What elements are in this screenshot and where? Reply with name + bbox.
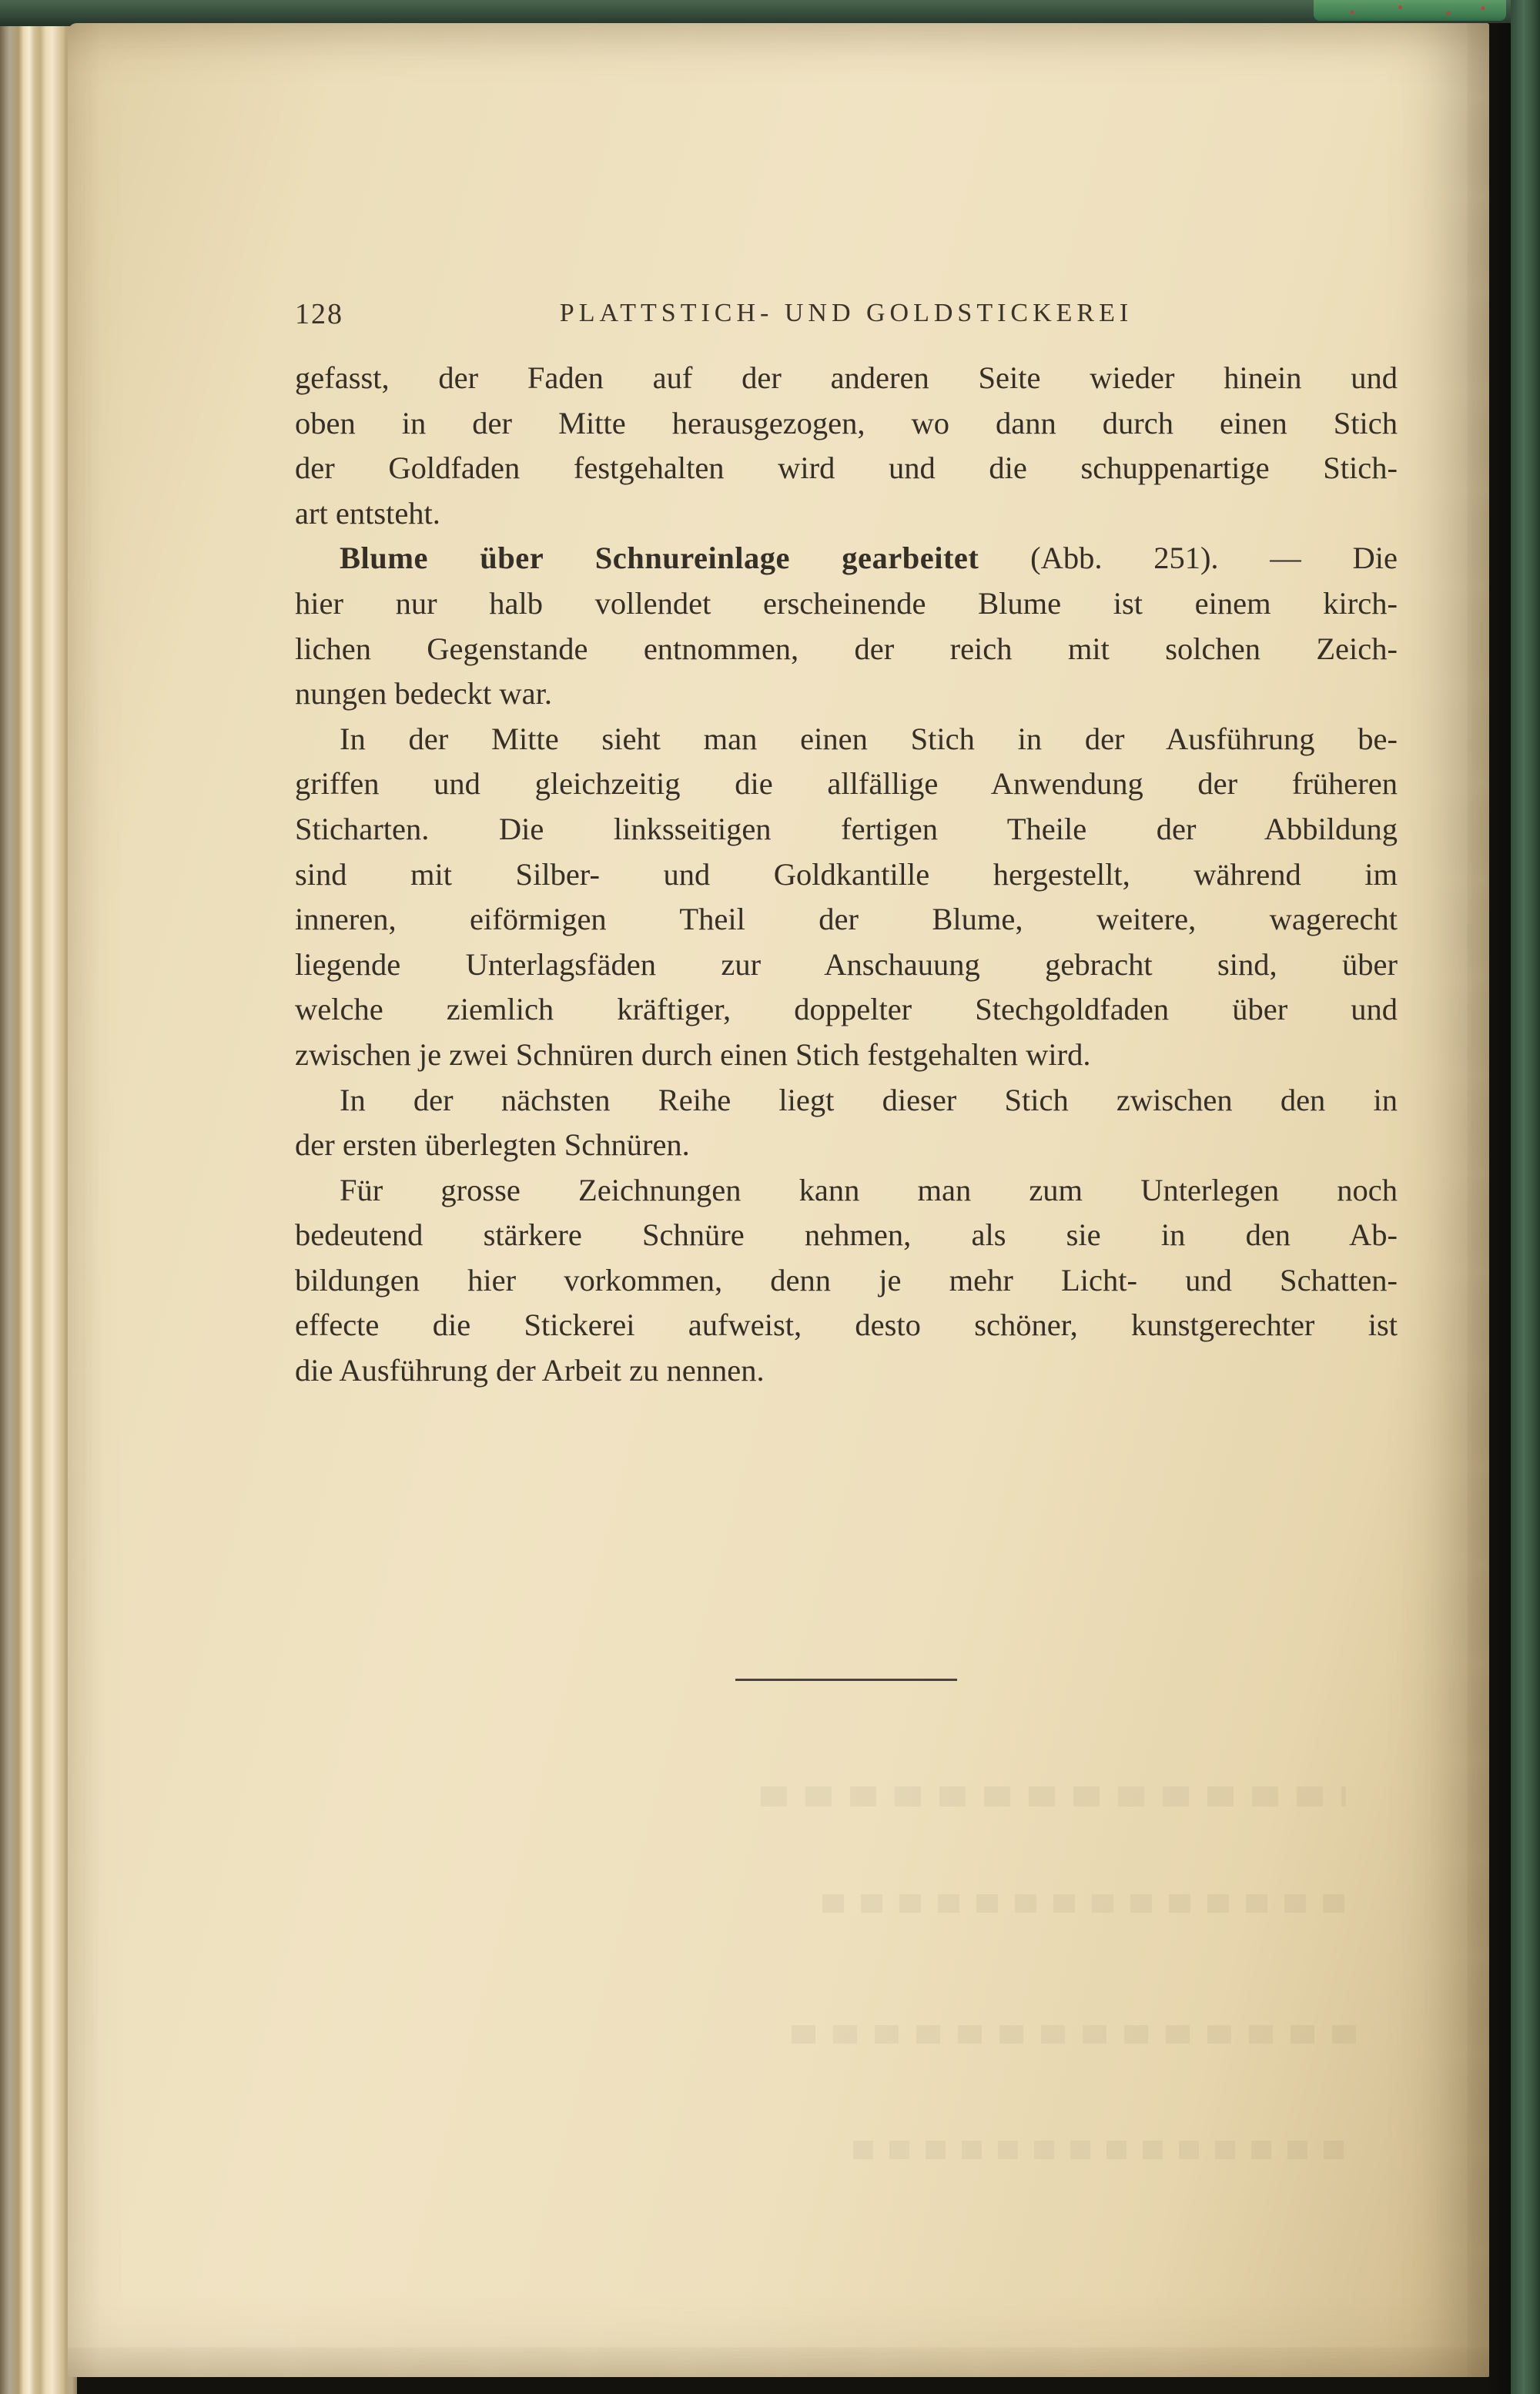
book-cover-right-edge [1511, 0, 1540, 2394]
text-line [295, 1258, 1398, 1304]
bold-run: Blume über Schnureinlage gearbeitet [340, 541, 979, 576]
text-line [295, 627, 1398, 672]
page-bleedthrough [822, 1894, 1361, 1913]
page-bleedthrough [853, 2141, 1346, 2159]
page-bleedthrough [792, 2025, 1361, 2044]
page-stack-fore-edge [0, 26, 77, 2394]
text-run: (Abb. 251). — Die [979, 541, 1398, 576]
text-line [295, 762, 1398, 807]
text-run: lichen Gegenstande entnommen, der reich mit solchen Zeich- [295, 631, 1398, 666]
text-line [295, 401, 1398, 447]
page-number: 128 [295, 298, 343, 330]
text-run: In der nächsten Reihe liegt dieser Stich zwischen den in [340, 1082, 1398, 1117]
text-line [295, 943, 1398, 988]
book-page [68, 23, 1489, 2377]
text-line [295, 446, 1398, 491]
text-run: In der Mitte sieht man einen Stich in der Ausführung be- [340, 721, 1398, 756]
text-line [295, 356, 1398, 401]
text-run: liegende Unterlagsfäden zur Anschauung gebracht sind, über [295, 946, 1398, 982]
text-run: sind mit Silber- und Goldkantille hergestellt, während im [295, 856, 1398, 892]
text-run: Für grosse Zeichnungen kann man zum Unterlegen noch [340, 1172, 1398, 1207]
book-cover-cloth-patch [1314, 0, 1506, 21]
text-line [295, 491, 1398, 537]
text-run: die Ausführung der Arbeit zu nennen. [295, 1353, 765, 1388]
text-run: Sticharten. Die linksseitigen fertigen Theile der Abbildung [295, 811, 1398, 846]
text-line [295, 1078, 1398, 1123]
text-line [295, 1303, 1398, 1348]
text-line [295, 1123, 1398, 1168]
text-run: bedeutend stärkere Schnüre nehmen, als sie in den Ab- [295, 1217, 1398, 1253]
text-run: griffen und gleichzeitig die allfällige Anwendung der früheren [295, 766, 1398, 802]
text-line [295, 581, 1398, 627]
text-run: oben in der Mitte herausgezogen, wo dann durch einen Stich [295, 405, 1398, 440]
page-bleedthrough [761, 1786, 1346, 1806]
text-run: der ersten überlegten Schnüren. [295, 1127, 690, 1163]
text-run: bildungen hier vorkommen, denn je mehr Licht- und Schatten- [295, 1262, 1398, 1297]
text-line [295, 1348, 1398, 1394]
text-run: welche ziemlich kräftiger, doppelter Stechgoldfaden über und [295, 992, 1398, 1027]
text-run: hier nur halb vollendet erscheinende Blume ist einem kirch- [295, 585, 1398, 621]
text-line [295, 852, 1398, 898]
text-line [295, 671, 1398, 717]
text-run: nungen bedeckt war. [295, 676, 553, 712]
running-header: PLATTSTICH- UND GOLDSTICKEREI [559, 299, 1133, 327]
text-run: inneren, eiförmigen Theil der Blume, weitere, wagerecht [295, 902, 1398, 937]
text-run: art entsteht. [295, 495, 440, 531]
section-divider [295, 1679, 1398, 1681]
text-line [295, 1033, 1398, 1078]
text-line [295, 897, 1398, 943]
text-run: der Goldfaden festgehalten wird und die schuppenartige Stich- [295, 450, 1398, 486]
section-divider-rule [735, 1679, 957, 1681]
body-text [295, 356, 1398, 1394]
text-line [295, 1213, 1398, 1258]
text-run: zwischen je zwei Schnüren durch einen Stich festgehalten wird. [295, 1036, 1091, 1072]
text-run: effecte die Stickerei aufweist, desto schöner, kunstgerechter ist [295, 1307, 1398, 1343]
text-line [295, 1168, 1398, 1214]
text-line [295, 717, 1398, 762]
text-line [295, 807, 1398, 852]
text-line [295, 536, 1398, 581]
text-line [295, 987, 1398, 1033]
text-run: gefasst, der Faden auf der anderen Seite wieder hinein und [295, 360, 1398, 395]
page-header [295, 293, 1398, 333]
